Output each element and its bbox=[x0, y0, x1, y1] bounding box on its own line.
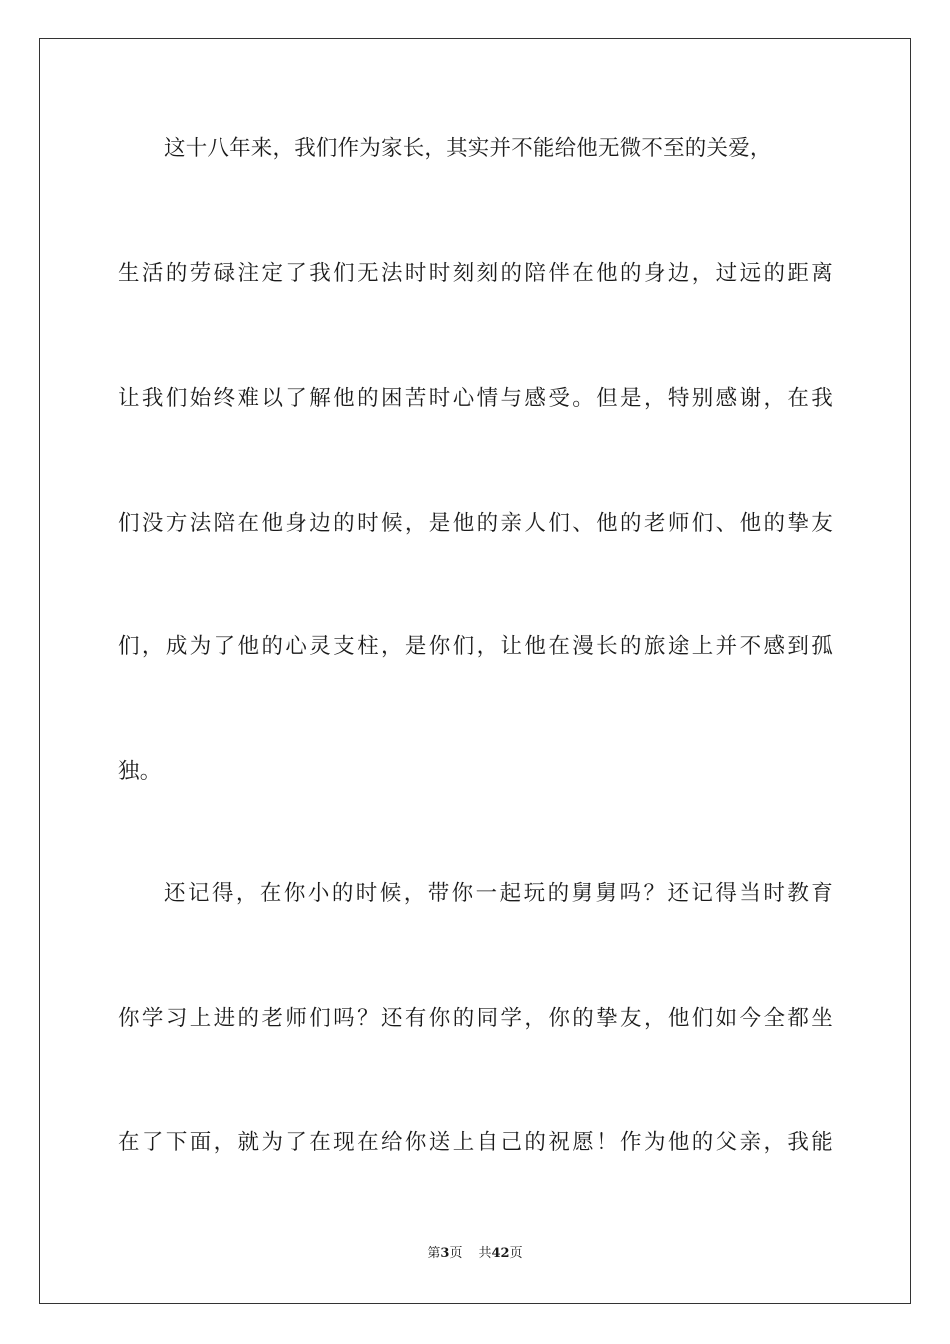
total-suffix: 页 bbox=[509, 1246, 523, 1261]
total-prefix: 共 bbox=[478, 1246, 492, 1261]
page-total: 42 bbox=[491, 1246, 510, 1261]
text-line-9: 在了下面，就为了在现在给你送上自己的祝愿！作为他的父亲，我能 bbox=[118, 1130, 833, 1155]
text-line-3: 让我们始终难以了解他的困苦时心情与感受。但是，特别感谢，在我 bbox=[118, 386, 833, 411]
page-suffix: 页 bbox=[449, 1246, 463, 1261]
text-line-5: 们，成为了他的心灵支柱，是你们，让他在漫长的旅途上并不感到孤 bbox=[118, 634, 833, 659]
text-line-1: 这十八年来，我们作为家长，其实并不能给他无微不至的关爱， bbox=[164, 136, 772, 161]
text-line-7: 还记得，在你小的时候，带你一起玩的舅舅吗？还记得当时教育 bbox=[164, 881, 833, 906]
text-line-6: 独。 bbox=[118, 759, 162, 784]
text-line-4: 们没方法陪在他身边的时候，是他的亲人们、他的老师们、他的挚友 bbox=[118, 511, 833, 536]
page-current: 3 bbox=[440, 1246, 450, 1261]
text-line-8: 你学习上进的老师们吗？还有你的同学，你的挚友，他们如今全都坐 bbox=[118, 1006, 833, 1031]
page-footer bbox=[0, 1245, 950, 1263]
text-line-2: 生活的劳碌注定了我们无法时时刻刻的陪伴在他的身边，过远的距离 bbox=[118, 261, 833, 286]
page-prefix: 第 bbox=[427, 1246, 441, 1261]
page-frame bbox=[39, 38, 911, 1304]
